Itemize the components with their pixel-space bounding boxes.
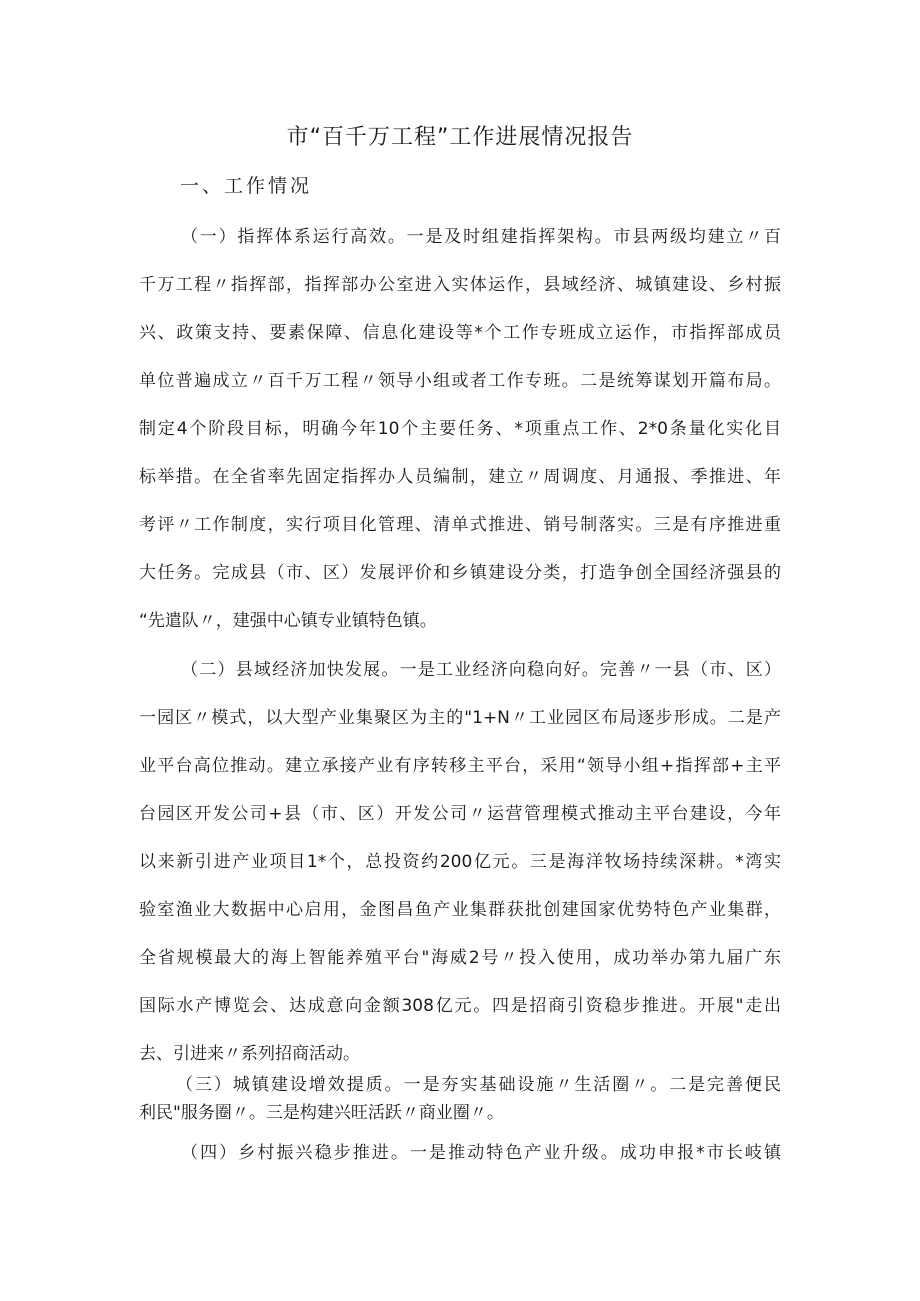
text-line: 验室渔业大数据中心启用，金图昌鱼产业集群获批创建国家优势特色产业集群， — [139, 900, 781, 920]
text-line: 标举措。在全省率先固定指挥办人员编制，建立〃周调度、月通报、季推进、年 — [139, 467, 781, 487]
text-line: （二）县域经济加快发展。一是工业经济向稳向好。完善〃一县（市、区） — [181, 660, 781, 680]
text-line: 全省规模最大的海上智能养殖平台"海威2号〃投入使用，成功举办第九届广东 — [139, 948, 781, 968]
text-line: “先遣队〃，建强中心镇专业镇特色镇。 — [139, 611, 437, 631]
text-line: 单位普遍成立〃百千万工程〃领导小组或者工作专班。二是统筹谋划开篇布局。 — [139, 371, 781, 391]
text-line: 业平台高位推动。建立承接产业有序转移主平台，采用“领导小组+指挥部+主平 — [139, 756, 781, 776]
section-heading: 一、工作情况 — [180, 175, 313, 197]
text-line: 制定4个阶段目标，明确今年10个主要任务、*项重点工作、2*0条量化实化目 — [139, 419, 781, 439]
text-line: 大任务。完成县（市、区）发展评价和乡镇建设分类，打造争创全国经济强县的 — [139, 563, 781, 583]
text-line: 千万工程〃指挥部，指挥部办公室进入实体运作，县域经济、城镇建设、乡村振 — [139, 275, 781, 295]
document-title: 市“百千万工程”工作进展情况报告 — [286, 125, 634, 150]
text-line: 以来新引进产业项目1*个，总投资约200亿元。三是海洋牧场持续深耕。*湾实 — [139, 852, 781, 872]
text-line: 去、引进来〃系列招商活动。 — [139, 1044, 360, 1064]
text-line: 利民"服务圈〃。三是构建兴旺活跃〃商业圈〃。 — [139, 1103, 504, 1123]
text-line: 兴、政策支持、要素保障、信息化建设等*个工作专班成立运作，市指挥部成员 — [139, 323, 781, 343]
text-line: 台园区开发公司+县（市、区）开发公司〃运营管理模式推动主平台建设，今年 — [139, 804, 781, 824]
text-line: 国际水产博览会、达成意向金额308亿元。四是招商引资稳步推进。开展"走出 — [139, 996, 781, 1016]
text-line: （三）城镇建设增效提质。一是夯实基础设施〃生活圈〃。二是完善便民 — [176, 1075, 781, 1095]
text-line: 考评〃工作制度，实行项目化管理、清单式推进、销号制落实。三是有序推进重 — [139, 515, 781, 535]
text-line: （一）指挥体系运行高效。一是及时组建指挥架构。市县两级均建立〃百 — [181, 227, 781, 247]
text-line: 一园区〃模式，以大型产业集聚区为主的"1+N〃工业园区布局逐步形成。二是产 — [139, 708, 781, 728]
text-line: （四）乡村振兴稳步推进。一是推动特色产业升级。成功申报*市长岐镇 — [181, 1143, 781, 1163]
